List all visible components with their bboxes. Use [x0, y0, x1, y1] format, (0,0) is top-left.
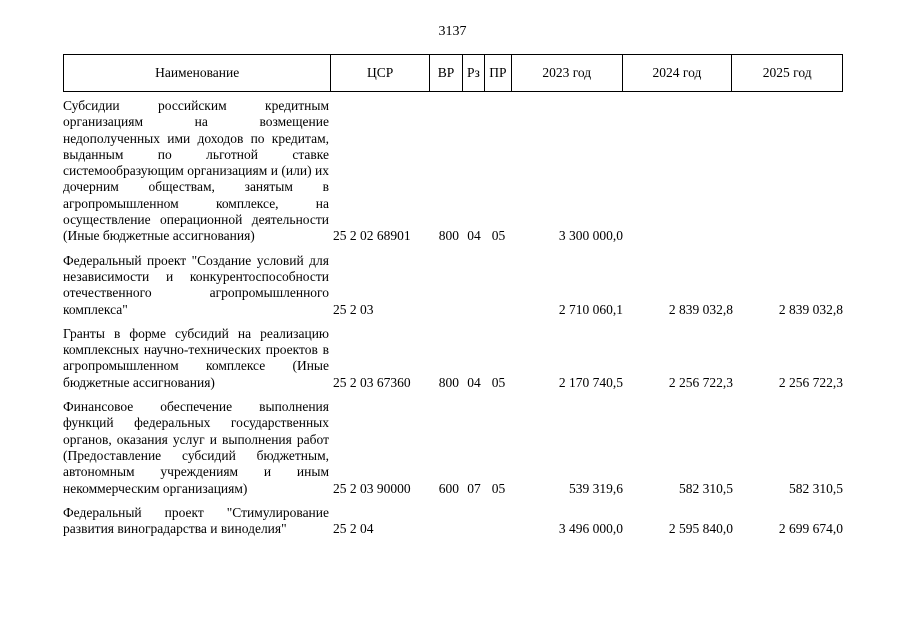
row-vr: 600	[438, 480, 459, 496]
row-pr: 05	[491, 480, 506, 496]
row-2024: 2 595 840,0	[668, 521, 733, 537]
table-row	[63, 98, 843, 245]
table-row	[63, 253, 843, 318]
row-2025: 582 310,5	[789, 480, 843, 496]
row-csr: 25 2 02 68901	[333, 228, 411, 244]
row-2024: 2 839 032,8	[668, 301, 733, 317]
row-name: Финансовое обеспечение выполнения функций федеральных государственных органов, оказания услуг и выполнения работ (Предоставление субсидий бюджетным, автономным учреждениям и иным некоммерческим организациям)	[63, 399, 329, 496]
header-vr: ВР	[430, 55, 463, 91]
row-pr: 05	[491, 228, 506, 244]
row-rz: 04	[467, 374, 481, 390]
table-row	[63, 326, 843, 391]
row-name: Гранты в форме субсидий на реализацию комплексных научно-технических проектов в агропромышленном комплексе (Иные бюджетные ассигнования)	[63, 325, 329, 390]
row-rz: 07	[467, 480, 481, 496]
row-name: Федеральный проект "Создание условий для независимости и конкурентоспособности отечественного агропромышленного комплекса"	[63, 252, 329, 317]
table-header	[63, 54, 843, 92]
header-2023: 2023 год	[512, 55, 623, 91]
row-pr: 05	[491, 374, 506, 390]
row-2023: 3 496 000,0	[558, 521, 623, 537]
row-csr: 25 2 03 67360	[333, 374, 411, 390]
row-rz: 04	[467, 228, 481, 244]
row-2023: 3 300 000,0	[558, 228, 623, 244]
row-vr: 800	[438, 228, 459, 244]
header-pr: ПР	[485, 55, 512, 91]
header-2024: 2024 год	[623, 55, 733, 91]
row-2024: 582 310,5	[679, 480, 733, 496]
row-2023: 2 170 740,5	[558, 374, 623, 390]
table-row	[63, 505, 843, 538]
row-2025: 2 256 722,3	[778, 374, 843, 390]
page-number: 3137	[438, 24, 467, 39]
row-name: Федеральный проект "Стимулирование развития виноградарства и виноделия"	[63, 504, 329, 537]
row-name: Субсидии российским кредитным организациям на возмещение недополученных ими доходов по кредитам, выданным по льготной ставке системообразующим организациям и (или) их дочерним обществам, занятым в агропромышленном комплексе, на осуществление операционной деятельности (Иные бюджетные ассигнования)	[63, 98, 329, 244]
row-2025: 2 839 032,8	[778, 301, 843, 317]
row-2025: 2 699 674,0	[778, 521, 843, 537]
header-csr: ЦСР	[331, 55, 430, 91]
row-vr: 800	[438, 374, 459, 390]
row-2023: 539 319,6	[569, 480, 623, 496]
header-name: Наименование	[64, 55, 331, 91]
row-csr: 25 2 03 90000	[333, 480, 411, 496]
row-2024: 2 256 722,3	[668, 374, 733, 390]
row-2023: 2 710 060,1	[558, 301, 623, 317]
row-csr: 25 2 03	[333, 301, 374, 317]
header-rz: Рз	[463, 55, 485, 91]
table-row	[63, 399, 843, 497]
table-body	[63, 98, 843, 545]
row-csr: 25 2 04	[333, 521, 374, 537]
header-2025: 2025 год	[762, 65, 812, 80]
